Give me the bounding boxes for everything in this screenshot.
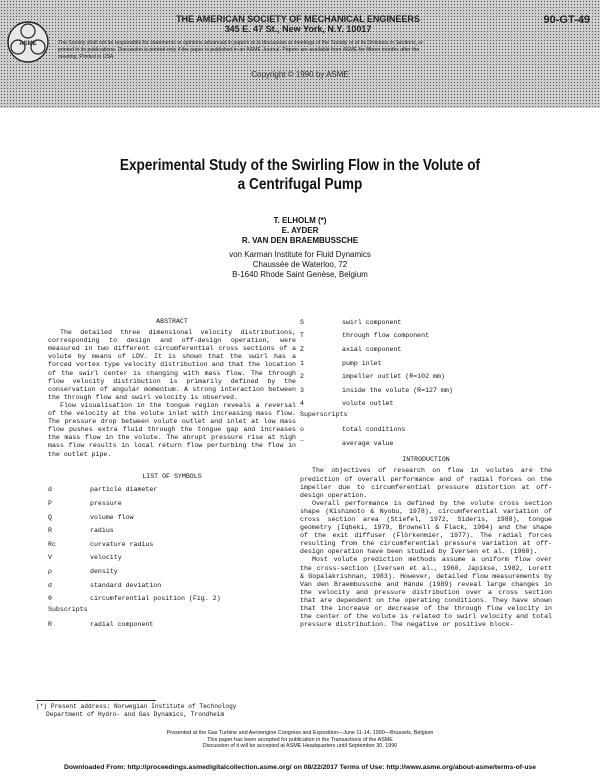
symbol: 1 — [300, 359, 304, 367]
symbol-row — [300, 423, 552, 437]
download-line: Downloaded From: http://proceedings.asmedigitalcollection.asme.org/ on 08/22/2017 Terms of Use: http://www.asme.org/about-asme/terms-of-use — [63, 764, 537, 771]
symbol-row — [300, 384, 552, 398]
affiliation-1: von Karman Institute for Fluid Dynamics — [229, 250, 371, 259]
symbol: Q — [48, 513, 52, 521]
copyright: Copyright © 1990 by ASME — [251, 70, 349, 79]
symbol: S — [300, 318, 304, 326]
symbol-row — [48, 618, 296, 632]
symbol-row — [300, 357, 552, 371]
symbol-row — [48, 524, 296, 538]
footnote-rule — [36, 700, 156, 701]
symbol-definition: inside the volute (R=127 mm) — [342, 386, 453, 394]
author-3: R. VAN DEN BRAEMBUSSCHE — [241, 236, 359, 245]
society-name — [118, 14, 478, 34]
symbol-row — [48, 511, 296, 525]
affiliation-2: Chaussée de Waterloo, 72 — [252, 260, 348, 269]
symbol-row — [48, 592, 296, 606]
symbol-definition: volute outlet — [342, 400, 394, 408]
symbol-definition: curvature radius — [90, 540, 154, 548]
symbol-definition: pressure — [90, 500, 122, 508]
symbol: o — [300, 425, 304, 433]
presentation-note-line1: Presented at the Gas Turbine and Aeroengine Congress and Exposition—June 11-14, 1990—Brussels, Belgium — [166, 730, 434, 736]
paper-number: 90-GT-49 — [543, 14, 590, 26]
symbol: θ — [48, 595, 52, 603]
symbol: R — [48, 620, 52, 628]
symbol-row — [300, 398, 552, 412]
symbol-definition: through flow component — [342, 332, 430, 340]
symbol-definition: pump inlet — [342, 359, 382, 367]
symbol-definition: radial component — [90, 620, 154, 628]
author-2: E. AYDER — [281, 226, 319, 235]
introduction-heading: INTRODUCTION — [402, 456, 450, 464]
symbol-definition: volume flow — [90, 513, 134, 521]
symbol-definition: standard deviation — [90, 581, 162, 589]
symbol-row — [300, 437, 552, 451]
symbol-row — [48, 552, 296, 566]
presentation-note-line3: Discussion of it will be accepted at ASME Headquarters until September 30, 1990 — [202, 743, 398, 750]
symbol-definition: average value — [342, 439, 394, 447]
symbol: ρ — [48, 568, 52, 575]
author-1: T. ELHOLM (*) — [273, 216, 327, 225]
symbol-row — [48, 565, 296, 579]
symbol: P — [48, 500, 52, 508]
introduction-paragraph-2: Overall performance is defined by the volute cross section shape (Kishimoto & Nyobu, 1978), circumferential variation of cross section area (Stiefel, 1972, Sideris, 1988), tongue geometry (Iqbeki, 1979, Brownell & Flack, 1984) and the shape of the exit diffuser (Flörkenmier, 1977). The radial forces resulting from the circumferential pressure variation at off-design operation have been studied by Iversen et al. (1960). — [300, 499, 552, 556]
superscripts-heading: Superscripts — [300, 411, 348, 419]
symbols-list — [48, 484, 296, 606]
symbol: 2 — [300, 373, 304, 381]
symbol: V — [48, 554, 52, 562]
symbol-definition: impeller outlet (R=102 mm) — [342, 373, 445, 381]
left-column — [48, 316, 296, 632]
symbol-definition: radius — [90, 527, 114, 535]
footnote-line1: (*) Present address: Norwegian Institute of Technology — [36, 703, 237, 710]
asme-logo — [6, 20, 50, 64]
symbol-row — [300, 330, 552, 344]
symbol-row — [48, 497, 296, 511]
symbol-definition: circumferential position (Fig. 2) — [90, 595, 221, 603]
symbol: 4 — [300, 400, 304, 408]
symbol-row — [300, 370, 552, 384]
symbol-row — [48, 484, 296, 498]
symbol-definition: velocity — [90, 554, 122, 562]
abstract-paragraph-2: Flow visualisation in the tongue region reveals a reversal of the velocity at the volute inlet with increasing mass flow. The pressure drop between volute outlet and inlet at low mass flow pushes extra fluid through the tongue gap and increases the mass flow in the volute. The abrupt pressure rise at high mass flow results in local return flow perturbing the flow in the outlet pipe. — [48, 401, 296, 458]
symbol: d — [48, 486, 52, 494]
society-line1: THE AMERICAN SOCIETY OF MECHANICAL ENGINEERS — [176, 14, 420, 24]
symbol: Rc — [48, 540, 56, 548]
footnote-line2: Department of Hydro- and Gas Dynamics, Trondheim — [46, 711, 225, 718]
symbol: σ — [48, 581, 52, 589]
symbol: T — [300, 332, 304, 340]
symbol: 3 — [300, 386, 304, 394]
right-column — [300, 316, 552, 629]
footnote — [36, 703, 286, 719]
publication-notice: The Society shall not be responsible for statements or opinions advanced in papers or in discussion at meetings of the Society or of its Divisions or Sections, or printed in its publications. Discussion is printed only if the paper is published in an ASME Journal. Papers are available from ASME for fifteen months after the meeting. Printed in USA. — [58, 40, 424, 60]
title-line1: Experimental Study of the Swirling Flow in the Volute of — [119, 157, 481, 174]
symbol-definition: axial component — [342, 345, 402, 353]
presentation-note-line2: This paper has been accepted for publication in the Transactions of the ASME — [207, 736, 393, 743]
introduction-paragraph-1: The objectives of research on flow in volutes are the prediction of overall performance and of radial forces on the impeller due to circumferential pressure distortion at off-design operation. — [300, 467, 552, 499]
superscripts-list — [300, 423, 552, 450]
author-block — [150, 216, 450, 280]
symbol-definition: density — [90, 568, 118, 575]
abstract-paragraph-1: The detailed three dimensional velocity distributions, corresponding to design and off-design operation, were measured in two different circumferential cross sections of a volute by means of LDV. It is shown that the swirl has a forced vortex type velocity distribution and that the location of the swirl center is changing with mass flow. The through flow velocity distribution is primarily defined by the conservation of angular momentum. A strong interaction between the through flow and swirl velocity is observed. — [48, 329, 296, 401]
symbol-row — [48, 579, 296, 593]
logo-text: ASME — [19, 41, 37, 47]
paper-title — [79, 156, 521, 194]
symbol-definition: particle diameter — [90, 486, 158, 494]
subscripts-list — [48, 618, 296, 632]
symbol-row — [300, 316, 552, 330]
symbol-row — [300, 343, 552, 357]
symbol-definition: total conditions — [342, 425, 406, 433]
symbols-list-continued — [300, 316, 552, 411]
symbol: ‾ — [300, 439, 304, 447]
symbol-definition: swirl component — [342, 318, 402, 326]
introduction-paragraph-3: Most volute prediction methods assume a uniform flow over the cross-section (Iversen et al., 1960, Japikse, 1982, Lorett & Gopalakrishnan, 1983). However, detailed flow measurements by Van den Braembussche and Hände (1989) reveal large changes in the velocity and pressure distribution over a cross section that are dependent on the operating conditions. They have shown that the increase or decrease of the through flow velocity in the center of the volute is related to swirl velocity and total pressure distribution. The negative or positive block- — [300, 556, 552, 629]
affiliation-3: B-1640 Rhode Saint Genèse, Belgium — [232, 270, 368, 279]
society-line2: 345 E. 47 St., New York, N.Y. 10017 — [224, 24, 372, 34]
subscripts-heading: Subscripts — [48, 606, 88, 614]
symbol-row — [48, 538, 296, 552]
abstract-heading: ABSTRACT — [156, 318, 188, 325]
symbols-heading: LIST OF SYMBOLS — [142, 472, 202, 480]
symbol: R — [48, 527, 52, 535]
presentation-note — [80, 730, 520, 750]
symbol: Z — [300, 345, 304, 353]
title-line2: a Centrifugal Pump — [237, 176, 363, 193]
